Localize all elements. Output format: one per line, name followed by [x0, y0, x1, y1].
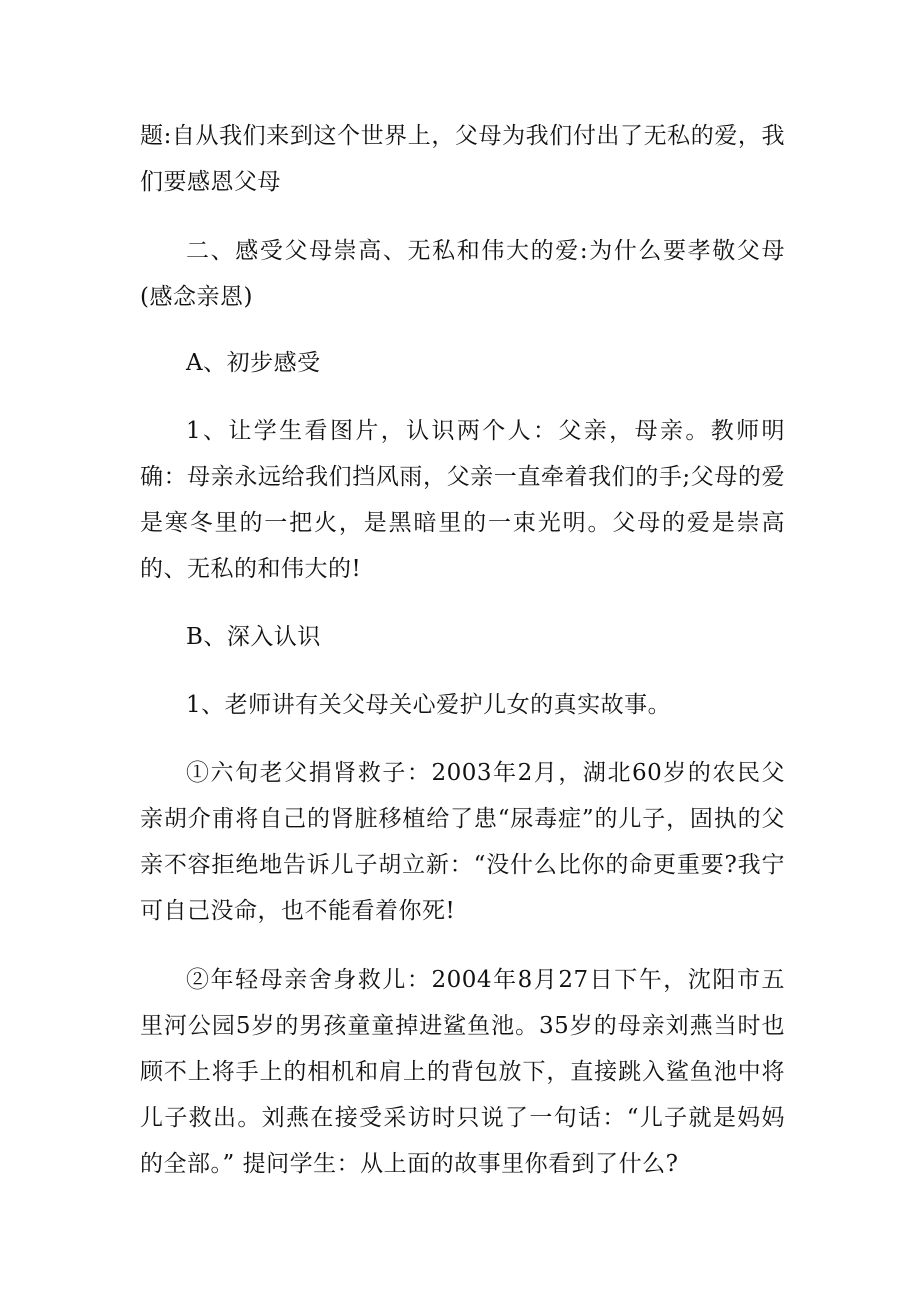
paragraph-story-1: ①六旬老父捐肾救子：2003年2月，湖北60岁的农民父亲胡介甫将自己的肾脏移植给了患“尿毒症”的儿子，固执的父亲不容拒绝地告诉儿子胡立新：“没什么比你的命更重要?我宁可自己没命，也不能看着你死!: [140, 760, 785, 924]
paragraph-subheading-b: B、深入认识: [186, 624, 321, 650]
paragraph-a-item-1: 1、让学生看图片，认识两个人：父亲，母亲。教师明确：母亲永远给我们挡风雨，父亲一直牵着我们的手;父母的爱是寒冬里的一把火，是黑暗里的一束光明。父母的爱是崇高的、无私的和伟大的!: [140, 418, 785, 582]
paragraph-story-2: ②年轻母亲舍身救儿：2004年8月27日下午，沈阳市五里河公园5岁的男孩童童掉进鲨鱼池。35岁的母亲刘燕当时也顾不上将手上的相机和肩上的背包放下，直接跳入鲨鱼池中将儿子救出。刘燕在接受采访时只说了一句话：“儿子就是妈妈的全部。” 提问学生：从上面的故事里你看到了什么?: [140, 967, 785, 1177]
paragraph-b-item-1: 1、老师讲有关父母关心爱护儿女的真实故事。: [186, 692, 672, 718]
paragraph-section-two-heading: 二、感受父母崇高、无私和伟大的爱:为什么要孝敬父母(感念亲恩): [140, 238, 785, 310]
paragraph-topic: 题:自从我们来到这个世界上，父母为我们付出了无私的爱，我们要感恩父母: [140, 123, 785, 195]
paragraph-subheading-a: A、初步感受: [186, 350, 321, 376]
